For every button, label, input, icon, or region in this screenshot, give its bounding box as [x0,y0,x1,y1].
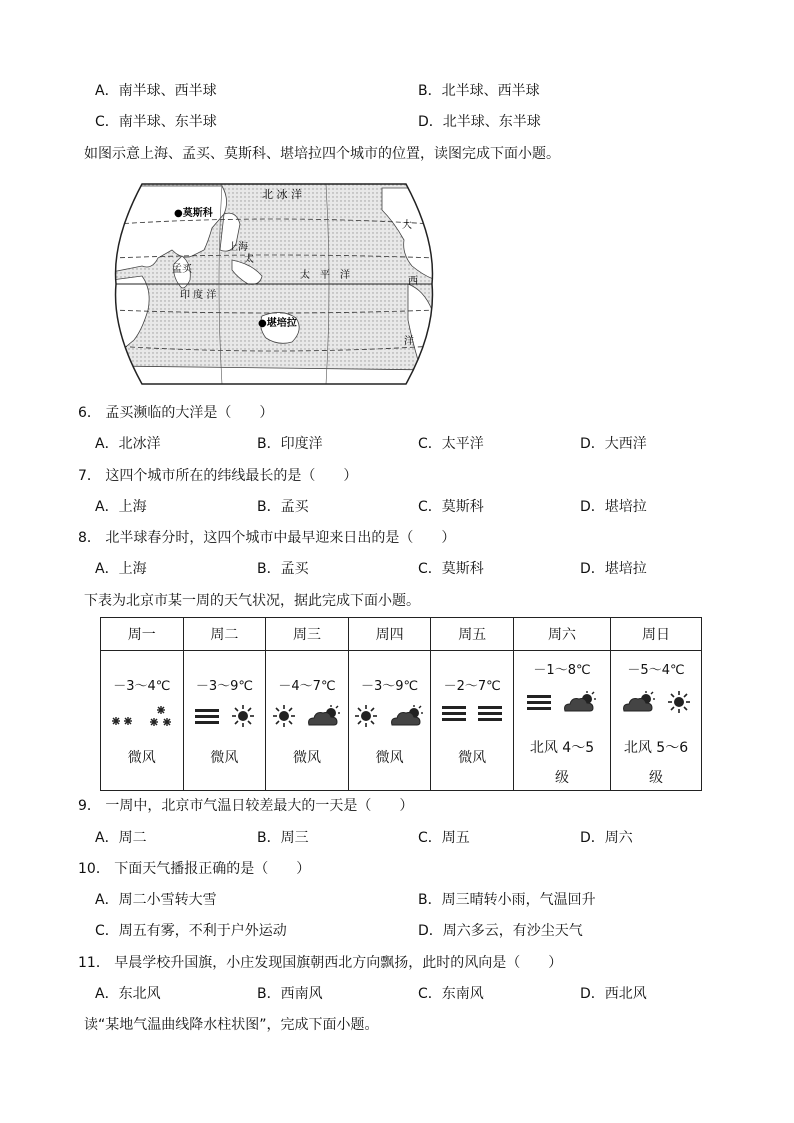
q8-option-b: B．孟买 [257,561,309,577]
fog-icon [478,705,502,721]
fog-icon [195,708,219,724]
sun-icon [273,705,295,727]
q10-option-c: C．周五有雾，不利于户外运动 [95,923,287,939]
wind-text: 微风 [375,750,404,766]
day-header: 周三 [266,618,349,651]
label-pacific-tai: 太 [244,254,254,265]
q11-option-a: A．东北风 [95,986,161,1002]
weather-table [100,617,702,791]
day-header: 周六 [514,618,611,651]
wind-text: 微风 [127,750,156,766]
prev-option-b: B．北半球、西半球 [418,83,540,99]
intro-weather: 下表为北京市某一周的天气状况，据此完成下面小题。 [84,593,420,609]
prev-option-a: A．南半球、西半球 [95,83,217,99]
day-header: 周五 [431,618,514,651]
day-header: 周一 [101,618,184,651]
intro-climate-chart: 读“某地气温曲线降水柱状图”，完成下面小题。 [84,1017,379,1033]
snow-icon [148,705,174,729]
weather-cell [348,651,431,791]
wind-text: 微风 [458,750,487,766]
weather-icons [101,705,183,729]
weather-icons [611,691,701,715]
intro-map: 如图示意上海、孟买、莫斯科、堪培拉四个城市的位置，读图完成下面小题。 [84,146,560,162]
weather-icons [431,705,513,729]
cloud-sun-icon [390,705,424,727]
label-indian-ocean: 印 度 洋 [180,290,217,301]
label-shanghai: 上海 [228,242,248,253]
day-header: 周二 [183,618,266,651]
weather-cell [611,651,702,791]
snow-icon [110,707,136,727]
day-header: 周日 [611,618,702,651]
world-map [112,180,436,388]
sun-icon [355,705,377,727]
cloud-sun-icon [622,691,656,713]
prev-option-c: C．南半球、东半球 [95,114,217,130]
question-9: 9． 一周中，北京市气温日较差最大的一天是（ ） [78,798,414,814]
temperature-range: －3～9℃ [195,679,253,694]
q7-option-c: C．莫斯科 [418,499,484,515]
cloud-sun-icon [563,691,597,713]
weather-icons [514,691,610,715]
q6-option-d: D．大西洋 [580,436,647,452]
weather-cell [266,651,349,791]
weather-cell [183,651,266,791]
wind-text: 微风 [292,750,321,766]
label-pacific: 太 平 洋 [300,270,350,281]
question-7: 7． 这四个城市所在的纬线最长的是（ ） [78,468,358,484]
label-atlantic-da: 大 [402,220,412,231]
question-6: 6． 孟买濒临的大洋是（ ） [78,405,274,421]
label-arctic-ocean: 北 冰 洋 [262,188,302,201]
world-map-svg [112,180,436,388]
weather-icons [184,705,266,729]
temperature-range: －5～4℃ [627,663,685,678]
temperature-range: －2～7℃ [443,679,501,694]
sun-icon [232,705,254,727]
q6-option-c: C．太平洋 [418,436,484,452]
q10-option-b: B．周三晴转小雨，气温回升 [418,892,596,908]
label-canberra: ●堪培拉 [258,318,297,329]
weather-header-row [101,618,702,651]
q10-option-a: A．周二小雪转大雪 [95,892,217,908]
q8-option-d: D．堪培拉 [580,561,647,577]
prev-option-d: D．北半球、东半球 [418,114,541,130]
question-10: 10． 下面天气播报正确的是（ ） [78,861,311,877]
wind-text: 北风 4～5 级 [529,740,595,786]
fog-icon [442,705,466,721]
q9-option-a: A．周二 [95,830,147,846]
q8-option-a: A．上海 [95,561,147,577]
wind-text: 微风 [210,750,239,766]
sun-icon [668,691,690,713]
q7-option-a: A．上海 [95,499,147,515]
weather-icons [266,705,348,729]
question-11: 11． 早晨学校升国旗，小庄发现国旗朝西北方向飘扬，此时的风向是（ ） [78,955,563,971]
q11-option-d: D．西北风 [580,986,647,1002]
label-atlantic-xi: 西 [408,276,418,287]
weather-cell [101,651,184,791]
q9-option-c: C．周五 [418,830,470,846]
fog-icon [527,694,551,710]
temperature-range: －1～8℃ [533,663,591,678]
q11-option-b: B．西南风 [257,986,323,1002]
q11-option-c: C．东南风 [418,986,484,1002]
q6-option-b: B．印度洋 [257,436,323,452]
q7-option-b: B．孟买 [257,499,309,515]
temperature-range: －3～9℃ [361,679,419,694]
weather-cell [514,651,611,791]
question-8: 8． 北半球春分时，这四个城市中最早迎来日出的是（ ） [78,530,456,546]
q6-option-a: A．北冰洋 [95,436,161,452]
temperature-range: －4～7℃ [278,679,336,694]
q8-option-c: C．莫斯科 [418,561,484,577]
q7-option-d: D．堪培拉 [580,499,647,515]
q10-option-d: D．周六多云，有沙尘天气 [418,923,583,939]
wind-text: 北风 5～6 级 [623,740,689,786]
q9-option-b: B．周三 [257,830,309,846]
temperature-range: －3～4℃ [113,679,171,694]
label-moscow: ●莫斯科 [174,208,213,219]
weather-cell [431,651,514,791]
label-atlantic-yang: 洋 [404,336,414,347]
weather-body-row [101,651,702,791]
weather-icons [349,705,431,729]
q9-option-d: D．周六 [580,830,633,846]
day-header: 周四 [348,618,431,651]
cloud-sun-icon [307,705,341,727]
label-mumbai: 孟买 [172,264,192,275]
